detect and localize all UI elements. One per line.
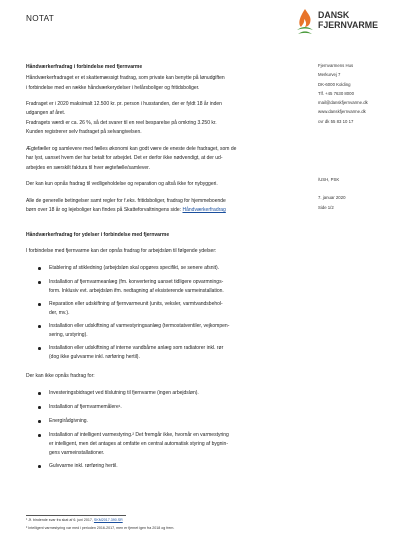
- list-item: (dog ikke gulvvarme inkl. rørføring hertil).: [49, 354, 140, 360]
- footnote-text: ¹ Jf. bindende svar fra skat af 6. juni 2017,: [26, 518, 94, 522]
- page-number: Side 1/2: [318, 204, 334, 210]
- paragraph-line: arbejdes en særskilt faktura til hver ægtefælle/samlever.: [26, 165, 150, 171]
- paragraph-line: Kunden registrerer selv fradraget på selvangivelsen.: [26, 129, 142, 135]
- list-item: Reparation eller udskiftning af fjernvarmeunit (units, veksler, varmtvandsbehol-: [49, 301, 223, 307]
- bullet-icon: [38, 280, 42, 284]
- flame-logo-icon: [295, 8, 315, 36]
- author-initials: /USH, PSK: [318, 177, 340, 183]
- list-intro: I forbindelse med fjernvarme kan der opnås fradrag for arbejdsløn til følgende ydelser:: [26, 248, 217, 254]
- list-item: Installation eller udskiftning af interne vandbårne anlæg som radiatorer inkl. rør: [49, 345, 224, 351]
- document-title: Håndværkerfradrag i forbindelse med fjernvarme: [26, 64, 143, 70]
- bullet-icon: [38, 324, 42, 328]
- footnote-1: [26, 518, 123, 523]
- address-line: Fjernvarmens Hus: [318, 63, 354, 68]
- bullet-icon: [38, 405, 42, 409]
- paragraph-line: Alle de generelle betingelser samt regler for f.eks. fritidsboliger, fradrag for hjemmeboende: [26, 198, 226, 204]
- paragraph-line: udgangen af året.: [26, 110, 66, 116]
- footnote-divider: [26, 515, 126, 516]
- paragraph-line: Fradraget er i 2020 maksimalt 12.500 kr. pr. person i husstanden, der er fyldt 18 år inden: [26, 101, 222, 107]
- paragraph-line: Håndværkerfradraget er et skattemæssigt fradrag, som private kan benytte på lønudgiften: [26, 75, 225, 81]
- list-item: Installation af fjernvarmeanlæg (fm. konvertering uanset tidligere opvarmnings-: [49, 279, 224, 285]
- list-item: der, mv.).: [49, 310, 70, 316]
- paragraph-text: børn over 18 år og lejeboliger kan findes på Skatteforvaltningens side:: [26, 207, 183, 213]
- list-item: Energirådgivning.: [49, 418, 88, 424]
- footnote-link[interactable]: SKM2017.390.SR: [93, 518, 123, 522]
- bullet-icon: [38, 433, 42, 437]
- logo-line-1: DANSK: [318, 10, 350, 20]
- list-item: Etablering af stikledning (arbejdsløn skal opgøres specifikt, se senere afsnit).: [49, 265, 220, 271]
- cvr-number: cvr dk 55 83 10 17: [318, 118, 354, 124]
- list-intro: Der kan ikke opnås fradrag for:: [26, 373, 95, 379]
- list-item: gens varmeinstallationer.: [49, 450, 105, 456]
- list-item: Gulvvarme inkl. rørføring hertil.: [49, 463, 118, 469]
- list-item: sering, urstyring).: [49, 332, 88, 338]
- document-date: 7. januar 2020: [318, 195, 346, 201]
- dansk-fjernvarme-logo: [295, 7, 387, 37]
- website[interactable]: www.danskfjernvarme.dk: [318, 109, 366, 115]
- list-item: er intelligent, men det antages at omfatte en central automatisk styring af bygnin-: [49, 441, 228, 447]
- list-item: Installation af intelligent varmestyring.² Det fremgår ikke, hvornår en varmestyring: [49, 432, 229, 438]
- paragraph-line: har lyst, uanset hvem der har betalt for arbejdet. Det er derfor ikke nødvendigt, at der ud-: [26, 155, 223, 161]
- bullet-icon: [38, 464, 42, 468]
- logo-line-2: FJERNVARME: [318, 20, 378, 30]
- paragraph-line: Fradragets værdi er ca. 26 %, så det svarer til en reel besparelse på omkring 3.250 kr.: [26, 120, 217, 126]
- paragraph-line: Der kan kun opnås fradrag til vedligeholdelse og reparation og altså ikke for nybyggeri.: [26, 181, 218, 187]
- email[interactable]: mail@danskfjernvarme.dk: [318, 100, 368, 106]
- bullet-icon: [38, 419, 42, 423]
- sender-info: [318, 61, 398, 212]
- bullet-icon: [38, 302, 42, 306]
- phone: Tlf. +45 7630 8000: [318, 90, 354, 96]
- address-line: DK-6000 Kolding: [318, 81, 351, 87]
- bullet-icon: [38, 266, 42, 270]
- footnote-2: ² Intelligent varmestyring var med i perioden 2016-2017, men er fjernet igen fra 2018 og frem.: [26, 526, 175, 530]
- skat-link[interactable]: Håndværkerfradrag: [182, 207, 226, 213]
- bullet-icon: [38, 346, 42, 350]
- section-heading: Håndværkerfradrag for ydelser i forbindelse med fjernvarme: [26, 232, 170, 238]
- paragraph-line: i forbindelse med en række håndværkerydelser i helårsboliger og fritidsboliger.: [26, 85, 200, 91]
- list-item: form. Inklusiv evt. arbejdsløn ifm. nedtagning af eksisterende varmeinstallation.: [49, 288, 224, 294]
- document-type: NOTAT: [26, 14, 55, 23]
- bullet-icon: [38, 391, 42, 395]
- list-item: Investeringsbidraget ved tilslutning til fjernvarme (ingen arbejdsløn).: [49, 390, 199, 396]
- address-line: Merkurvej 7: [318, 72, 341, 78]
- list-item: Installation af fjernvarmemålere¹.: [49, 404, 122, 410]
- list-item: Installation eller udskiftning af varmestyringsanlæg (termostatventiler, vejkompen-: [49, 323, 230, 329]
- paragraph-line: Ægtefæller og samlevere med fælles økonomi kan godt være de eneste dele fradraget, som de: [26, 146, 237, 152]
- paragraph-line: [26, 207, 226, 213]
